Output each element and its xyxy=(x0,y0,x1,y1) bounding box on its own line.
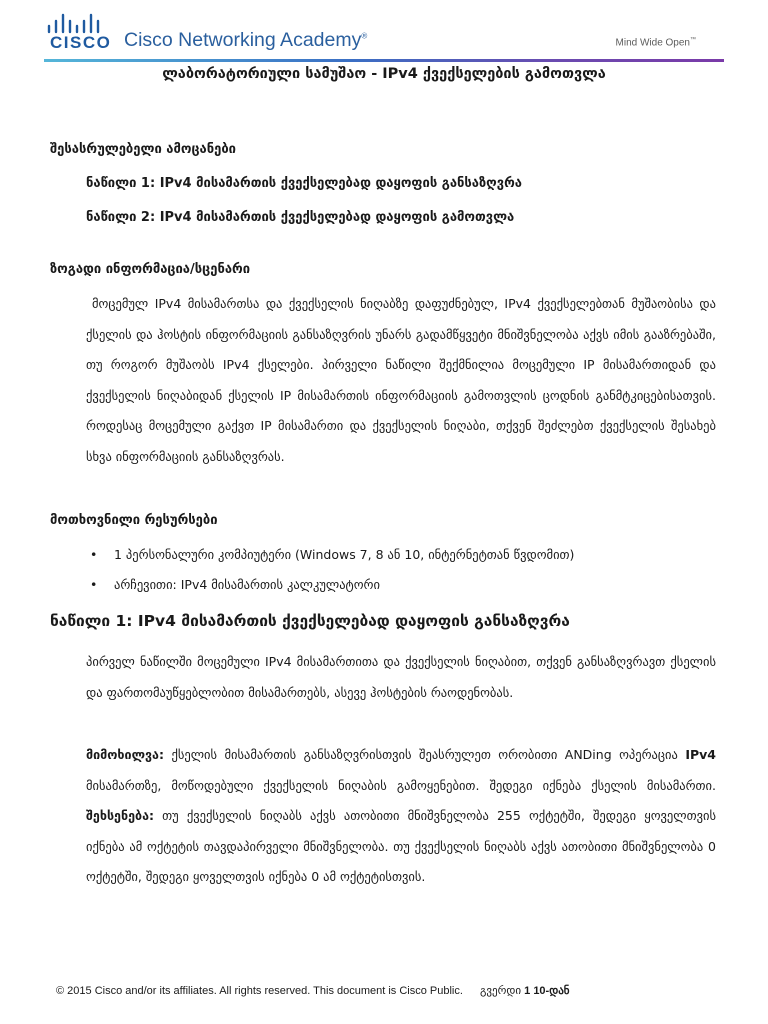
resource-item: • არჩევითი: IPv4 მისამართის კალკულატორი xyxy=(90,577,380,592)
part1-intro: პირველ ნაწილში მოცემული IPv4 მისამართითა და ქვექსელის ნიღაბით, თქვენ განსაზღვრავთ ქსელის და ფართომაუწყებლობით მისამართებს, ასევე ჰოსტების რაოდენობას. xyxy=(86,654,716,700)
background-paragraph: მოცემულ IPv4 მისამართსა და ქვექსელის ნიღაბზე დაფუძნებულ, IPv4 ქვექსელებთან მუშაობისა და ქსელის და ჰოსტის ინფორმაციის განსაზღვრის უნარს გადამწყვეტი მნიშვნელობა აქვს იმის გააზრებაში, თუ როგორ მუშაობს IPv4 ქსელები. პირველი ნაწილი შექმნილია მოცემული IP მისამართიდან და ქვექსელის ნიღაბიდან ქსელის IP მისამართის ინფორმაციის გამოთვლის ცოდნის განმტკიცებისათვის. როდესაც მოცემული გაქვთ IP მისამართი და ქვექსელის ნიღაბი, თქვენ შეძლებთ ქვექსელის შესახებ სხვა ინფორმაციის განსაზღვრას. xyxy=(86,296,716,464)
objective-part-2: ნაწილი 2: IPv4 მისამართის ქვექსელებად დაყოფის გამოთვლა xyxy=(86,210,515,225)
document-header xyxy=(0,0,768,64)
objectives-heading: შესასრულებელი ამოცანები xyxy=(50,142,236,157)
objective-part-1: ნაწილი 1: IPv4 მისამართის ქვექსელებად დაყოფის განსაზღვრა xyxy=(86,176,522,191)
header-divider xyxy=(44,59,724,62)
document-title: ლაბორატორიული სამუშაო - IPv4 ქვექსელების გამოთვლა xyxy=(162,66,606,82)
page-number: გვერდი 1 10-დან xyxy=(480,985,570,997)
bullet-icon: • xyxy=(90,577,98,592)
academy-name: Cisco Networking Academy® xyxy=(124,29,368,51)
slogan: Mind Wide Open™ xyxy=(615,37,696,49)
resource-item: • 1 პერსონალური კომპიუტერი (Windows 7, 8 ან 10, ინტერნეტთან წვდომით) xyxy=(90,547,575,562)
cisco-logo-bars-icon xyxy=(46,12,104,34)
page-footer xyxy=(56,984,570,997)
cisco-logo-text: CISCO xyxy=(50,33,112,52)
bullet-icon: • xyxy=(90,547,98,562)
resources-heading: მოთხოვნილი რესურსები xyxy=(50,513,218,528)
copyright: © 2015 Cisco and/or its affiliates. All rights reserved. This document is Cisco Public. xyxy=(56,985,463,997)
part1-heading: ნაწილი 1: IPv4 მისამართის ქვექსელებად დაყოფის განსაზღვრა xyxy=(50,612,570,630)
background-heading: ზოგადი ინფორმაცია/სცენარი xyxy=(50,262,251,277)
part1-review: მიმოხილვა: ქსელის მისამართის განსაზღვრისთვის შეასრულეთ ორობითი ANDing ოპერაცია IPv4 მისამართზე, მოწოდებული ქვექსელის ნიღაბის გამოყენებით. შედეგი იქნება ქსელის მისამართი. შეხსენება: თუ ქვექსელის ნიღაბს აქვს ათობითი მნიშვნელობა 255 ოქტეტში, შედეგი ყოველთვის იქნება ამ ოქტეტის თავდაპირველი მნიშვნელობა. თუ ქვექსელის ნიღაბს აქვს ათობითი მნიშვნელობა 0 ოქტეტში, შედეგი ყოველთვის იქნება 0 ამ ოქტეტისთვის. xyxy=(86,747,716,884)
